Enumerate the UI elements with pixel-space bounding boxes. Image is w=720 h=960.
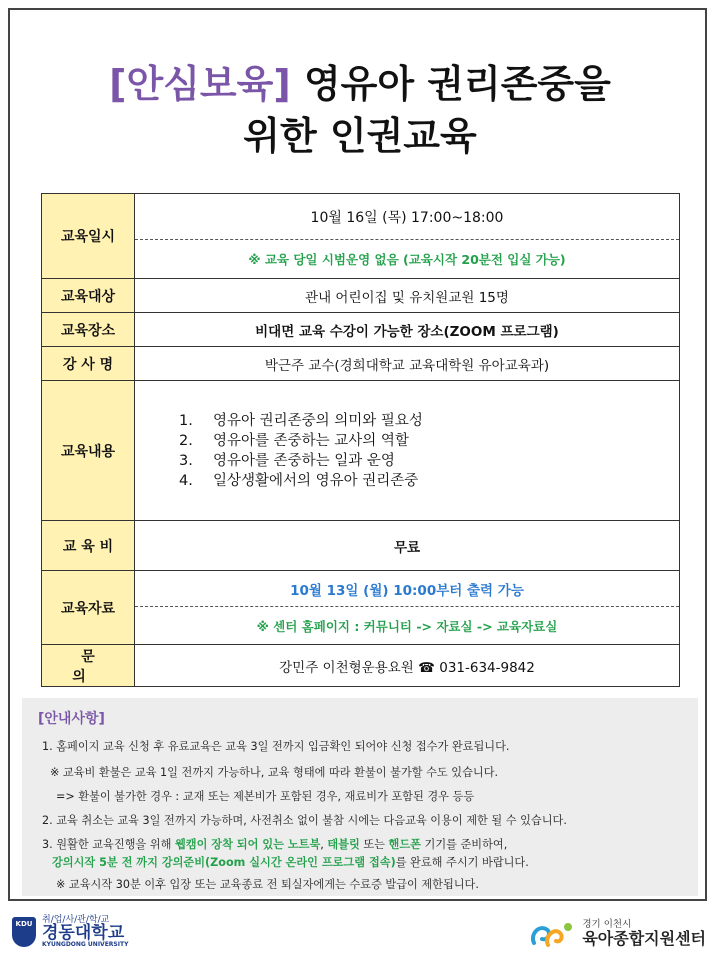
childcare-center-logo [528,914,706,954]
row-materials [42,571,680,645]
label-place: 교육장소 [42,313,135,347]
notice-line-1: 1. 홈페이지 교육 신청 후 유료교육은 교육 3일 전까지 입금확인 되어야 신청 접수가 완료됩니다. [42,740,510,753]
info-table [41,193,680,687]
row-target [42,279,680,313]
notice-line-3: => 환불이 불가한 경우 : 교재 또는 제본비가 포함된 경우, 재료비가 포함된 경우 등등 [56,790,475,803]
row-place [42,313,680,347]
shield-icon: KDU [12,917,36,947]
note-datetime: ※ 교육 당일 시범운영 없음 (교육시작 20분전 입실 가능) [248,252,566,267]
logo-eng: KYUNGDONG UNIVERSITY [42,941,129,948]
list-item: 2. 영유아를 존중하는 교사의 역할 [179,432,409,449]
label-content: 교육내용 [42,381,135,521]
notice-title: [안내사항] [38,711,105,727]
label-datetime: 교육일시 [42,194,135,279]
label-contact: 문 의 [42,645,135,687]
value-contact: 강민주 이천형운용요원 ☎ 031-634-9842 [135,645,680,687]
title-line2: 위한 인권교육 [243,114,477,158]
list-item: 3. 영유아를 존중하는 일과 운영 [179,452,395,469]
page-title [0,58,720,162]
logo-center-name: 육아종합지원센터 [582,929,706,949]
value-datetime: 10월 16일 (목) 17:00~18:00 [135,194,679,240]
value-materials: 10월 13일 (월) 10:00부터 출력 가능 [135,571,679,607]
value-target: 관내 어린이집 및 유치원교원 15명 [135,279,680,313]
content-list [135,411,679,491]
logo-name: 경동대학교 [42,923,125,943]
title-tag: [안심보육] [109,62,291,106]
row-contact [42,645,680,687]
notice-line-5: 3. 원활한 교육진행을 위해 웹캠이 장착 되어 있는 노트북, 태블릿 또는 핸드폰 기기를 준비하여, [42,838,508,851]
label-materials: 교육자료 [42,571,135,645]
label-lecturer: 강 사 명 [42,347,135,381]
value-lecturer: 박근주 교수(경희대학교 교육대학원 유아교육과) [135,347,680,381]
notice-line-6: 강의시작 5분 전 까지 강의준비(Zoom 실시간 온라인 프로그램 접속)를 완료해 주시기 바랍니다. [52,856,529,869]
row-lecturer [42,347,680,381]
title-line1: 영유아 권리존중을 [290,62,611,106]
label-fee: 교 육 비 [42,521,135,571]
notice-box [22,698,698,896]
label-target: 교육대상 [42,279,135,313]
notice-line-2: ※ 교육비 환불은 교육 1일 전까지 가능하나, 교육 형태에 따라 환불이 불가할 수도 있습니다. [50,766,499,779]
notice-line-4: 2. 교육 취소는 교육 3일 전까지 가능하며, 사전취소 없이 불참 시에는 다음교육 이용이 제한 될 수 있습니다. [42,814,567,827]
list-item: 4. 일상생활에서의 영유아 권리존중 [179,472,419,489]
value-place: 비대면 교육 수강이 가능한 장소(ZOOM 프로그램) [135,313,680,347]
logo-slogan: 취/업/사/관/학/교 [42,915,110,925]
swirl-icon [528,917,576,951]
row-fee [42,521,680,571]
row-datetime [42,194,680,279]
note-materials: ※ 센터 홈페이지 : 커뮤니티 -> 자료실 -> 교육자료실 [256,618,558,634]
row-content [42,381,680,521]
notice-line-7: ※ 교육시작 30분 이후 입장 또는 교육종료 전 퇴실자에게는 수료증 발급이 제한됩니다. [56,878,479,891]
value-fee: 무료 [135,521,680,571]
kyungdong-university-logo [12,912,128,952]
logo-region: 경기 이천시 [582,918,632,930]
list-item: 1. 영유아 권리존중의 의미와 필요성 [179,412,423,429]
